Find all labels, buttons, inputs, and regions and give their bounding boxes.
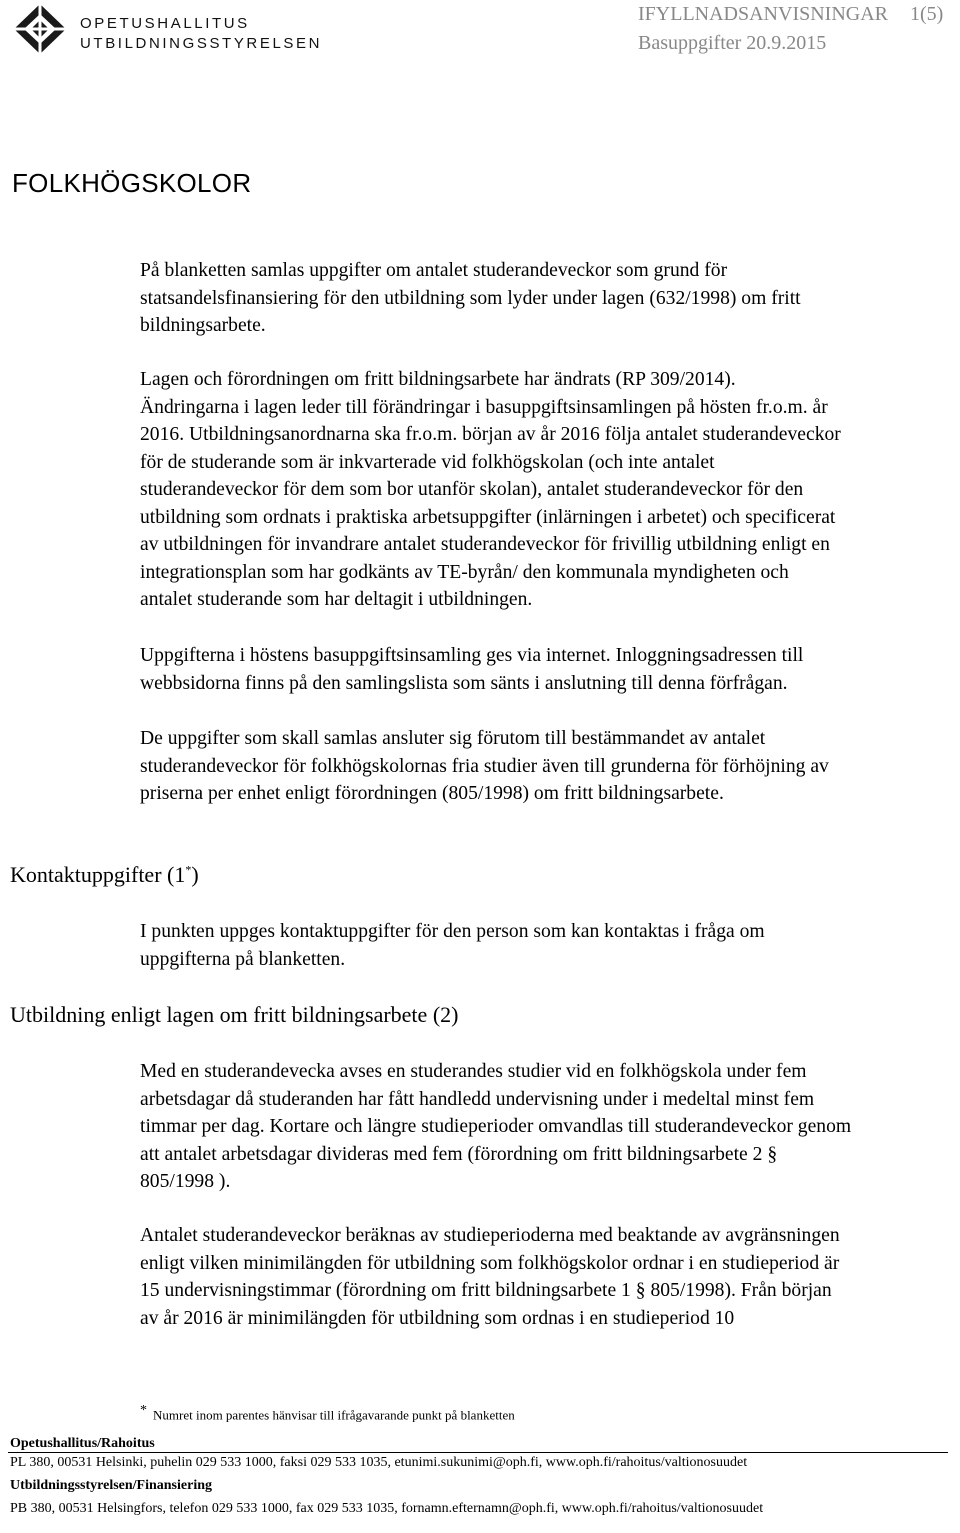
text-line: för de studerande som är inkvarterade vid folkhögskolan (och inte antalet	[140, 451, 715, 473]
document-subtitle: Basuppgifter 20.9.2015	[638, 32, 827, 54]
footnote	[140, 1403, 515, 1423]
text-line: I punkten uppges kontaktuppgifter för den person som kan kontaktas i fråga om	[140, 921, 765, 942]
footnote-text: Numret inom parentes hänvisar till ifrågavarande punkt på blanketten	[153, 1407, 515, 1423]
opetushallitus-logo	[10, 2, 323, 56]
logo-text-fi: OPETUSHALLITUS	[80, 15, 250, 32]
text-line: att antalet arbetsdagar divideras med fem (förordning om fritt bildningsarbete 2 §	[140, 1143, 778, 1165]
education-paragraph-2	[140, 1222, 840, 1332]
page-number: 1(5)	[910, 3, 944, 25]
text-line: Med en studerandevecka avses en studerandes studier vid en folkhögskola under fem	[140, 1061, 807, 1082]
text-line: statsandelsfinansiering för den utbildning som lyder under lagen (632/1998) om fritt	[140, 287, 801, 309]
logo-text-sv: UTBILDNINGSSTYRELSEN	[80, 35, 323, 52]
footer-divider	[8, 1452, 948, 1453]
text-line: av år 2016 är minimilängden för utbildning som ordnas i en studieperiod 10	[140, 1307, 735, 1329]
text-line: Antalet studerandeveckor beräknas av studieperioderna med beaktande av avgränsningen	[140, 1225, 840, 1246]
text-line: antalet studerande som har deltagit i utbildningen.	[140, 589, 533, 610]
text-line: 805/1998 ).	[140, 1171, 231, 1192]
text-line: Ändringarna i lagen leder till förändringar i basuppgiftsinsamlingen på hösten fr.o.m. år	[140, 396, 828, 418]
text-line: studerandeveckor för folkhögskolornas fria studier även till grunderna för förhöjning av	[140, 755, 829, 777]
text-line: uppgifterna på blanketten.	[140, 948, 346, 970]
text-line: utbildning som ordnats i praktiska arbetsuppgifter (inlärningen i arbetet) och specificerat	[140, 506, 836, 528]
text-line: integrationsplan som har godkänts av TE-byrån/ den kommunala myndigheten och	[140, 561, 789, 583]
text-line: Uppgifterna i höstens basuppgiftsinsamling ges via internet. Inloggningsadressen till	[140, 645, 804, 666]
text-line: enligt vilken minimilängden för utbildning som folkhögskolor ordnar i en studieperiod är	[140, 1252, 840, 1274]
footnote-mark: *	[140, 1403, 147, 1418]
text-line: På blanketten samlas uppgifter om antalet studerandeveckor som grund för	[140, 260, 728, 281]
page-title: FOLKHÖGSKOLOR	[12, 168, 252, 198]
text-line: av utbildningen för invandrare antalet studerandeveckor för frivillig utbildning enligt en	[140, 534, 830, 555]
text-line: webbsidorna finns på den samlingslista som sänts i anslutning till denna förfrågan.	[140, 672, 788, 694]
text-line: 2016. Utbildningsanordnarna ska fr.o.m. början av år 2016 följa antalet studerandeveckor	[140, 424, 841, 445]
contact-paragraph	[140, 918, 765, 973]
footer-address-fi: PL 380, 00531 Helsinki, puhelin 029 533 1000, faksi 029 533 1035, etunimi.sukunimi@oph.fi, www.oph.fi/rahoitus/valtionosuudet	[10, 1455, 748, 1470]
section-heading-education: Utbildning enligt lagen om fritt bildningsarbete (2)	[10, 1002, 459, 1027]
section-heading-contact	[10, 862, 199, 888]
education-paragraph-1	[140, 1058, 851, 1196]
intro-paragraph-2	[140, 366, 841, 614]
text-line: priserna per enhet enligt förordningen (805/1998) om fritt bildningsarbete.	[140, 783, 724, 804]
text-line: arbetsdagar då studeranden har fått handledd undervisning under i medeltal minst fem	[140, 1088, 815, 1110]
intro-paragraph-1	[140, 257, 801, 340]
section-heading-text: Kontaktuppgifter (1	[10, 862, 186, 887]
text-line: studerandeveckor för dem som bor utanför skolan), antalet studerandeveckor för den	[140, 479, 804, 500]
footer-address-sv: PB 380, 00531 Helsingfors, telefon 029 533 1000, fax 029 533 1035, fornamn.efternamn@oph.fi, www.oph.fi/rahoitus/valtionosuudet	[10, 1501, 764, 1516]
footer-org-sv: Utbildningsstyrelsen/Finansiering	[10, 1478, 213, 1493]
footnote-ref: *	[185, 862, 192, 877]
text-line: timmar per dag. Kortare och längre studieperioder omvandlas till studerandeveckor genom	[140, 1116, 852, 1137]
logo-mark-icon	[10, 2, 70, 56]
text-line: 15 undervisningstimmar (förordning om fritt bildningsarbete 1 § 805/1998). Från början	[140, 1280, 832, 1301]
text-line: De uppgifter som skall samlas ansluter sig förutom till bestämmandet av antalet	[140, 728, 766, 749]
intro-paragraph-3	[140, 642, 803, 697]
intro-paragraph-4	[140, 725, 829, 808]
text-line: bildningsarbete.	[140, 315, 266, 336]
section-heading-close: )	[191, 862, 199, 887]
text-line: Lagen och förordningen om fritt bildningsarbete har ändrats (RP 309/2014).	[140, 369, 736, 390]
footer-org-fi: Opetushallitus/Rahoitus	[10, 1436, 155, 1451]
document-type: IFYLLNADSANVISNINGAR	[638, 3, 888, 25]
